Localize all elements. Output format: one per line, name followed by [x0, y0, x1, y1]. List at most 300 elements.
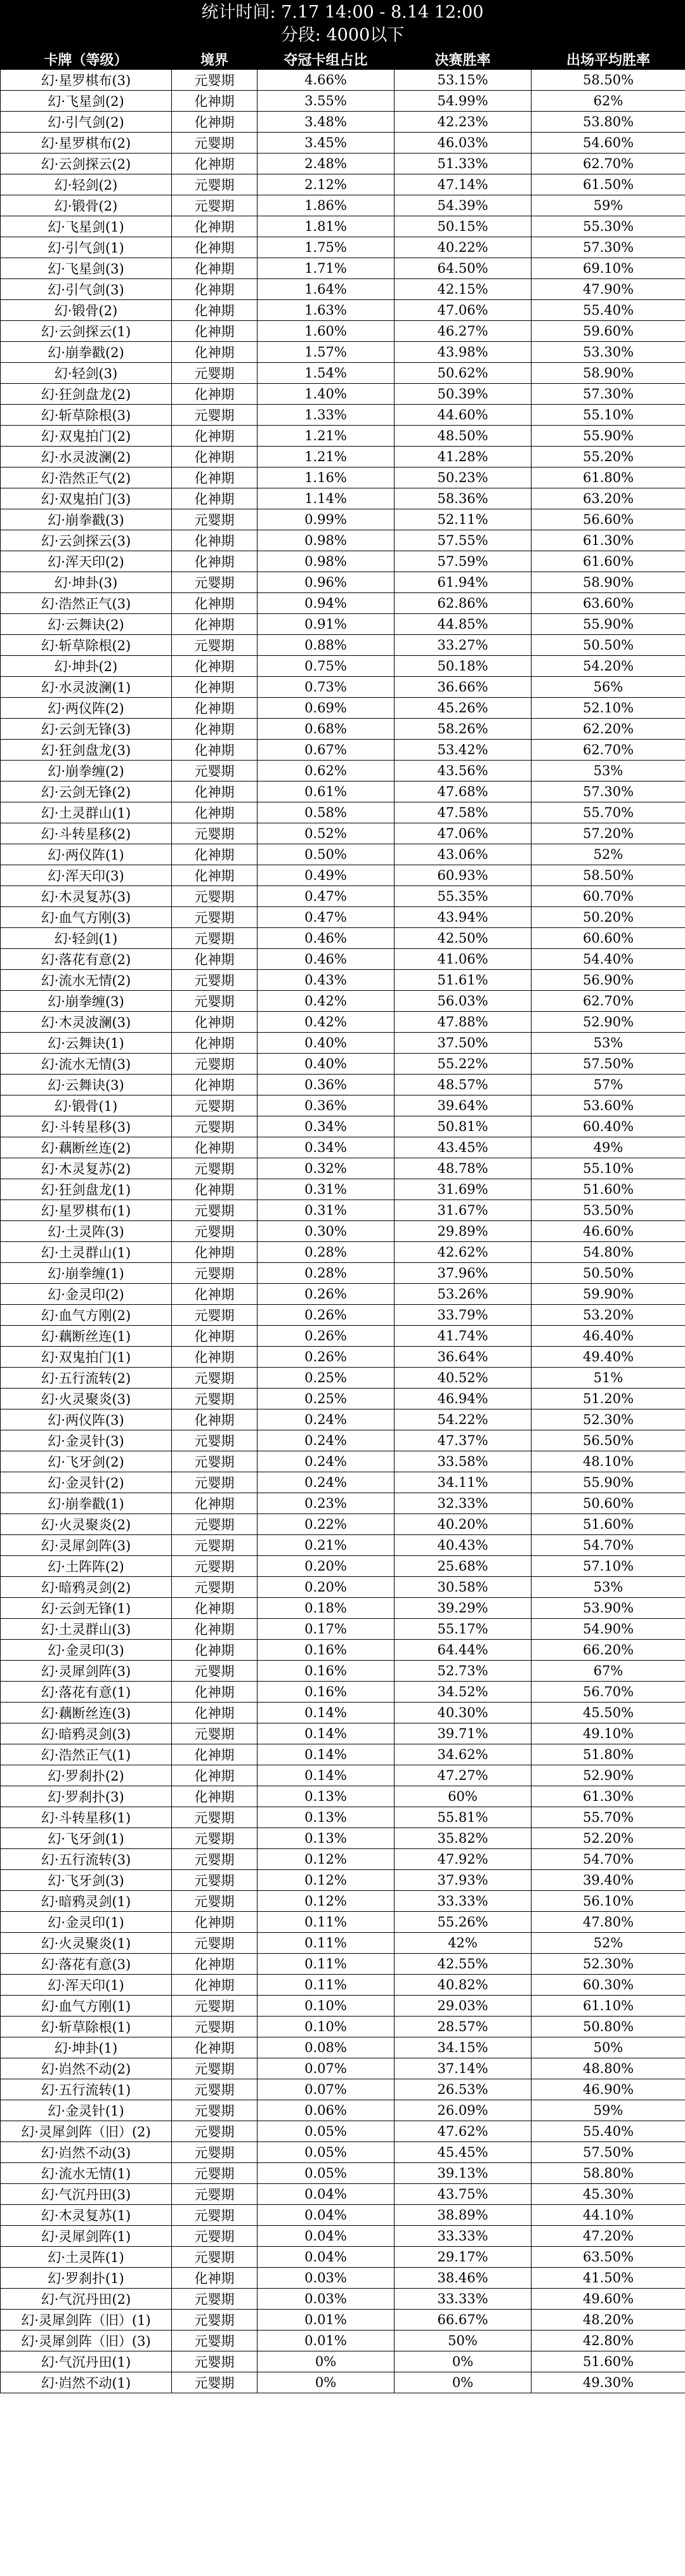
table-row	[1, 677, 685, 698]
champion-share-cell: 0.05%	[258, 2121, 395, 2142]
champion-share-cell: 0.07%	[258, 2079, 395, 2100]
champion-share-cell: 0.07%	[258, 2058, 395, 2079]
avg-winrate-cell: 56%	[532, 677, 685, 698]
final-winrate-cell: 29.03%	[395, 1996, 532, 2017]
card-name-cell: 幻·木灵波澜(3)	[1, 1012, 172, 1033]
final-winrate-cell: 52.73%	[395, 1661, 532, 1682]
champion-share-cell: 1.54%	[258, 363, 395, 384]
realm-cell: 化神期	[172, 1493, 258, 1514]
champion-share-cell: 0.47%	[258, 907, 395, 928]
realm-cell: 化神期	[172, 112, 258, 133]
champion-share-cell: 0.46%	[258, 928, 395, 949]
realm-cell: 元婴期	[172, 1368, 258, 1389]
table-row	[1, 1389, 685, 1409]
final-winrate-cell: 29.17%	[395, 2247, 532, 2268]
final-winrate-cell: 47.14%	[395, 174, 532, 195]
final-winrate-cell: 64.50%	[395, 258, 532, 279]
final-winrate-cell: 25.68%	[395, 1556, 532, 1577]
table-row	[1, 1012, 685, 1033]
avg-winrate-cell: 67%	[532, 1661, 685, 1682]
table-row	[1, 112, 685, 133]
avg-winrate-cell: 49.40%	[532, 1347, 685, 1368]
avg-winrate-cell: 53.80%	[532, 112, 685, 133]
champion-share-cell: 0.03%	[258, 2268, 395, 2289]
table-body	[1, 70, 685, 2393]
card-name-cell: 幻·土灵阵(1)	[1, 2247, 172, 2268]
table-row	[1, 1137, 685, 1158]
avg-winrate-cell: 52.90%	[532, 1012, 685, 1033]
champion-share-cell: 0.11%	[258, 1933, 395, 1954]
col-header-realm: 境界	[172, 49, 258, 70]
avg-winrate-cell: 58.50%	[532, 865, 685, 886]
champion-share-cell: 0.47%	[258, 886, 395, 907]
table-row	[1, 2268, 685, 2289]
final-winrate-cell: 54.39%	[395, 195, 532, 216]
card-name-cell: 幻·浑天印(2)	[1, 551, 172, 572]
realm-cell: 元婴期	[172, 133, 258, 154]
realm-cell: 化神期	[172, 321, 258, 342]
final-winrate-cell: 57.59%	[395, 551, 532, 572]
table-row	[1, 1786, 685, 1807]
card-name-cell: 幻·斗转星移(2)	[1, 823, 172, 844]
card-name-cell: 幻·金灵印(1)	[1, 1912, 172, 1933]
final-winrate-cell: 33.58%	[395, 1451, 532, 1472]
table-row	[1, 2310, 685, 2331]
final-winrate-cell: 42.55%	[395, 1954, 532, 1975]
card-name-cell: 幻·水灵波澜(1)	[1, 677, 172, 698]
table-row	[1, 1305, 685, 1326]
card-name-cell: 幻·浑天印(1)	[1, 1975, 172, 1996]
realm-cell: 化神期	[172, 1598, 258, 1619]
realm-cell: 化神期	[172, 781, 258, 802]
final-winrate-cell: 40.22%	[395, 237, 532, 258]
avg-winrate-cell: 62%	[532, 91, 685, 112]
realm-cell: 化神期	[172, 1033, 258, 1054]
col-header-card: 卡牌（等级）	[1, 49, 172, 70]
card-name-cell: 幻·土阵阵(2)	[1, 1556, 172, 1577]
champion-share-cell: 0.26%	[258, 1284, 395, 1305]
champion-share-cell: 0.16%	[258, 1682, 395, 1703]
table-row	[1, 2163, 685, 2184]
realm-cell: 元婴期	[172, 1200, 258, 1221]
card-name-cell: 幻·金灵针(1)	[1, 2100, 172, 2121]
realm-cell: 元婴期	[172, 1430, 258, 1451]
final-winrate-cell: 34.52%	[395, 1682, 532, 1703]
final-winrate-cell: 40.82%	[395, 1975, 532, 1996]
realm-cell: 元婴期	[172, 1535, 258, 1556]
realm-cell: 元婴期	[172, 1807, 258, 1828]
table-row	[1, 802, 685, 823]
final-winrate-cell: 47.88%	[395, 1012, 532, 1033]
avg-winrate-cell: 57.50%	[532, 1054, 685, 1075]
avg-winrate-cell: 52.20%	[532, 1828, 685, 1849]
avg-winrate-cell: 49.10%	[532, 1723, 685, 1744]
avg-winrate-cell: 52%	[532, 1933, 685, 1954]
card-name-cell: 幻·气沉丹田(2)	[1, 2289, 172, 2310]
realm-cell: 化神期	[172, 426, 258, 447]
final-winrate-cell: 41.74%	[395, 1326, 532, 1347]
avg-winrate-cell: 51.20%	[532, 1389, 685, 1409]
avg-winrate-cell: 56.70%	[532, 1682, 685, 1703]
final-winrate-cell: 57.55%	[395, 530, 532, 551]
realm-cell: 元婴期	[172, 2100, 258, 2121]
champion-share-cell: 2.48%	[258, 154, 395, 174]
realm-cell: 化神期	[172, 1619, 258, 1640]
final-winrate-cell: 44.60%	[395, 405, 532, 426]
table-row	[1, 1828, 685, 1849]
final-winrate-cell: 42.50%	[395, 928, 532, 949]
realm-cell: 元婴期	[172, 363, 258, 384]
avg-winrate-cell: 62.70%	[532, 991, 685, 1012]
table-row	[1, 928, 685, 949]
champion-share-cell: 1.71%	[258, 258, 395, 279]
card-name-cell: 幻·崩拳缠(2)	[1, 761, 172, 781]
table-row	[1, 1870, 685, 1891]
final-winrate-cell: 54.22%	[395, 1409, 532, 1430]
champion-share-cell: 0.30%	[258, 1221, 395, 1242]
final-winrate-cell: 40.20%	[395, 1514, 532, 1535]
realm-cell: 化神期	[172, 447, 258, 467]
table-row	[1, 1975, 685, 1996]
final-winrate-cell: 38.46%	[395, 2268, 532, 2289]
avg-winrate-cell: 69.10%	[532, 258, 685, 279]
realm-cell: 化神期	[172, 1242, 258, 1263]
realm-cell: 元婴期	[172, 1221, 258, 1242]
champion-share-cell: 0.11%	[258, 1975, 395, 1996]
champion-share-cell: 0.20%	[258, 1577, 395, 1598]
champion-share-cell: 0.04%	[258, 2184, 395, 2205]
realm-cell: 元婴期	[172, 2079, 258, 2100]
avg-winrate-cell: 60.70%	[532, 886, 685, 907]
champion-share-cell: 1.75%	[258, 237, 395, 258]
avg-winrate-cell: 55.40%	[532, 2121, 685, 2142]
champion-share-cell: 0.21%	[258, 1535, 395, 1556]
card-name-cell: 幻·流水无情(2)	[1, 970, 172, 991]
card-name-cell: 幻·灵犀剑阵(3)	[1, 1535, 172, 1556]
final-winrate-cell: 42%	[395, 1933, 532, 1954]
champion-share-cell: 0.10%	[258, 1996, 395, 2017]
table-row	[1, 1912, 685, 1933]
table-row	[1, 1200, 685, 1221]
champion-share-cell: 3.48%	[258, 112, 395, 133]
avg-winrate-cell: 54.20%	[532, 656, 685, 677]
champion-share-cell: 0.04%	[258, 2247, 395, 2268]
avg-winrate-cell: 63.60%	[532, 593, 685, 614]
table-row	[1, 1451, 685, 1472]
table-row	[1, 405, 685, 426]
card-name-cell: 幻·罗刹扑(2)	[1, 1765, 172, 1786]
avg-winrate-cell: 42.80%	[532, 2331, 685, 2351]
champion-share-cell: 0.11%	[258, 1912, 395, 1933]
table-row	[1, 949, 685, 970]
final-winrate-cell: 39.64%	[395, 1095, 532, 1116]
card-name-cell: 幻·灵犀剑阵（旧）(1)	[1, 2310, 172, 2331]
final-winrate-cell: 48.57%	[395, 1075, 532, 1095]
final-winrate-cell: 53.26%	[395, 1284, 532, 1305]
realm-cell: 化神期	[172, 1954, 258, 1975]
card-name-cell: 幻·土灵阵(3)	[1, 1221, 172, 1242]
table-row	[1, 1430, 685, 1451]
realm-cell: 化神期	[172, 1744, 258, 1765]
table-row	[1, 1368, 685, 1389]
final-winrate-cell: 0%	[395, 2372, 532, 2393]
realm-cell: 元婴期	[172, 991, 258, 1012]
final-winrate-cell: 42.23%	[395, 112, 532, 133]
realm-cell: 化神期	[172, 1347, 258, 1368]
realm-cell: 化神期	[172, 551, 258, 572]
champion-share-cell: 0.43%	[258, 970, 395, 991]
table-row	[1, 154, 685, 174]
final-winrate-cell: 50%	[395, 2331, 532, 2351]
table-row	[1, 195, 685, 216]
final-winrate-cell: 44.85%	[395, 614, 532, 635]
table-row	[1, 551, 685, 572]
card-name-cell: 幻·土灵群山(1)	[1, 802, 172, 823]
table-row	[1, 886, 685, 907]
card-name-cell: 幻·轻剑(1)	[1, 928, 172, 949]
card-name-cell: 幻·崩拳缠(3)	[1, 991, 172, 1012]
avg-winrate-cell: 50%	[532, 2037, 685, 2058]
final-winrate-cell: 55.17%	[395, 1619, 532, 1640]
card-name-cell: 幻·木灵复苏(2)	[1, 1158, 172, 1179]
table-row	[1, 1954, 685, 1975]
card-name-cell: 幻·金灵印(3)	[1, 1640, 172, 1661]
champion-share-cell: 0.05%	[258, 2142, 395, 2163]
table-row	[1, 1661, 685, 1682]
realm-cell: 元婴期	[172, 2372, 258, 2393]
realm-cell: 化神期	[172, 1284, 258, 1305]
champion-share-cell: 1.81%	[258, 216, 395, 237]
card-name-cell: 幻·藕断丝连(2)	[1, 1137, 172, 1158]
card-name-cell: 幻·土灵群山(3)	[1, 1619, 172, 1640]
final-winrate-cell: 45.26%	[395, 698, 532, 719]
champion-share-cell: 0.08%	[258, 2037, 395, 2058]
final-winrate-cell: 60.93%	[395, 865, 532, 886]
table-row	[1, 2058, 685, 2079]
table-row	[1, 1347, 685, 1368]
champion-share-cell: 0.23%	[258, 1493, 395, 1514]
champion-share-cell: 0.91%	[258, 614, 395, 635]
champion-share-cell: 0.68%	[258, 719, 395, 740]
realm-cell: 元婴期	[172, 195, 258, 216]
champion-share-cell: 0.75%	[258, 656, 395, 677]
champion-share-cell: 0%	[258, 2372, 395, 2393]
avg-winrate-cell: 50.20%	[532, 907, 685, 928]
avg-winrate-cell: 61.60%	[532, 551, 685, 572]
card-name-cell: 幻·火灵聚炎(3)	[1, 1389, 172, 1409]
card-name-cell: 幻·云舞诀(1)	[1, 1033, 172, 1054]
card-name-cell: 幻·岿然不动(3)	[1, 2142, 172, 2163]
final-winrate-cell: 39.29%	[395, 1598, 532, 1619]
avg-winrate-cell: 54.80%	[532, 1242, 685, 1263]
champion-share-cell: 0.26%	[258, 1347, 395, 1368]
final-winrate-cell: 37.93%	[395, 1870, 532, 1891]
realm-cell: 化神期	[172, 300, 258, 321]
card-name-cell: 幻·斩草除根(3)	[1, 405, 172, 426]
champion-share-cell: 0.01%	[258, 2310, 395, 2331]
final-winrate-cell: 47.92%	[395, 1849, 532, 1870]
champion-share-cell: 0.24%	[258, 1472, 395, 1493]
champion-share-cell: 0.16%	[258, 1640, 395, 1661]
card-name-cell: 幻·引气剑(3)	[1, 279, 172, 300]
card-name-cell: 幻·斗转星移(3)	[1, 1116, 172, 1137]
realm-cell: 化神期	[172, 1640, 258, 1661]
realm-cell: 化神期	[172, 1682, 258, 1703]
avg-winrate-cell: 41.50%	[532, 2268, 685, 2289]
champion-share-cell: 0.67%	[258, 740, 395, 761]
final-winrate-cell: 50.18%	[395, 656, 532, 677]
card-name-cell: 幻·轻剑(2)	[1, 174, 172, 195]
final-winrate-cell: 34.11%	[395, 1472, 532, 1493]
avg-winrate-cell: 58.80%	[532, 2163, 685, 2184]
avg-winrate-cell: 53%	[532, 761, 685, 781]
realm-cell: 化神期	[172, 1786, 258, 1807]
card-name-cell: 幻·浩然正气(1)	[1, 1744, 172, 1765]
champion-share-cell: 0.36%	[258, 1095, 395, 1116]
table-row	[1, 509, 685, 530]
realm-cell: 化神期	[172, 698, 258, 719]
avg-winrate-cell: 49.60%	[532, 2289, 685, 2310]
card-name-cell: 幻·藕断丝连(3)	[1, 1703, 172, 1723]
champion-share-cell: 0.12%	[258, 1870, 395, 1891]
card-name-cell: 幻·五行流转(3)	[1, 1849, 172, 1870]
realm-cell: 元婴期	[172, 405, 258, 426]
realm-cell: 元婴期	[172, 761, 258, 781]
card-name-cell: 幻·飞星剑(3)	[1, 258, 172, 279]
final-winrate-cell: 42.62%	[395, 1242, 532, 1263]
avg-winrate-cell: 49.30%	[532, 2372, 685, 2393]
realm-cell: 元婴期	[172, 2351, 258, 2372]
avg-winrate-cell: 50.80%	[532, 2017, 685, 2037]
table-row	[1, 2351, 685, 2372]
table-row	[1, 781, 685, 802]
card-name-cell: 幻·崩拳缠(1)	[1, 1263, 172, 1284]
avg-winrate-cell: 57.30%	[532, 781, 685, 802]
card-name-cell: 幻·锻骨(1)	[1, 1095, 172, 1116]
card-name-cell: 幻·崩拳戳(2)	[1, 342, 172, 363]
final-winrate-cell: 50.81%	[395, 1116, 532, 1137]
table-row	[1, 1556, 685, 1577]
card-name-cell: 幻·气沉丹田(3)	[1, 2184, 172, 2205]
final-winrate-cell: 41.28%	[395, 447, 532, 467]
champion-share-cell: 0.25%	[258, 1368, 395, 1389]
realm-cell: 元婴期	[172, 509, 258, 530]
champion-share-cell: 0.31%	[258, 1200, 395, 1221]
card-name-cell: 幻·云剑探云(1)	[1, 321, 172, 342]
final-winrate-cell: 53.15%	[395, 70, 532, 91]
card-name-cell: 幻·灵犀剑阵（旧）(3)	[1, 2331, 172, 2351]
final-winrate-cell: 33.33%	[395, 2289, 532, 2310]
table-row	[1, 2226, 685, 2247]
final-winrate-cell: 33.27%	[395, 635, 532, 656]
card-name-cell: 幻·火灵聚炎(2)	[1, 1514, 172, 1535]
final-winrate-cell: 51.61%	[395, 970, 532, 991]
avg-winrate-cell: 57.10%	[532, 1556, 685, 1577]
table-row	[1, 2247, 685, 2268]
avg-winrate-cell: 54.40%	[532, 949, 685, 970]
final-winrate-cell: 66.67%	[395, 2310, 532, 2331]
realm-cell: 化神期	[172, 656, 258, 677]
card-name-cell: 幻·锻骨(2)	[1, 195, 172, 216]
card-name-cell: 幻·云剑探云(3)	[1, 530, 172, 551]
card-name-cell: 幻·岿然不动(1)	[1, 2372, 172, 2393]
realm-cell: 元婴期	[172, 1828, 258, 1849]
table-row	[1, 635, 685, 656]
table-row	[1, 2142, 685, 2163]
realm-cell: 化神期	[172, 384, 258, 405]
table-row	[1, 300, 685, 321]
champion-share-cell: 0.42%	[258, 1012, 395, 1033]
avg-winrate-cell: 52.90%	[532, 1765, 685, 1786]
table-row	[1, 70, 685, 91]
table-row	[1, 1849, 685, 1870]
realm-cell: 化神期	[172, 1012, 258, 1033]
champion-share-cell: 0.26%	[258, 1326, 395, 1347]
champion-share-cell: 0.03%	[258, 2289, 395, 2310]
avg-winrate-cell: 54.60%	[532, 133, 685, 154]
stats-period-title: 统计时间: 7.17 14:00 - 8.14 12:00	[201, 3, 484, 22]
card-name-cell: 幻·流水无情(1)	[1, 2163, 172, 2184]
card-name-cell: 幻·落花有意(2)	[1, 949, 172, 970]
final-winrate-cell: 37.50%	[395, 1033, 532, 1054]
card-name-cell: 幻·云剑无锋(2)	[1, 781, 172, 802]
card-name-cell: 幻·血气方刚(2)	[1, 1305, 172, 1326]
realm-cell: 化神期	[172, 1765, 258, 1786]
card-name-cell: 幻·飞牙剑(1)	[1, 1828, 172, 1849]
champion-share-cell: 0.96%	[258, 572, 395, 593]
table-row	[1, 572, 685, 593]
avg-winrate-cell: 58.50%	[532, 70, 685, 91]
avg-winrate-cell: 49%	[532, 1137, 685, 1158]
champion-share-cell: 1.86%	[258, 195, 395, 216]
champion-share-cell: 0.34%	[258, 1137, 395, 1158]
realm-cell: 元婴期	[172, 2205, 258, 2226]
final-winrate-cell: 60%	[395, 1786, 532, 1807]
realm-cell: 化神期	[172, 91, 258, 112]
champion-share-cell: 0.11%	[258, 1954, 395, 1975]
realm-cell: 化神期	[172, 1409, 258, 1430]
avg-winrate-cell: 51.80%	[532, 1744, 685, 1765]
final-winrate-cell: 52.11%	[395, 509, 532, 530]
avg-winrate-cell: 47.90%	[532, 279, 685, 300]
champion-share-cell: 0.05%	[258, 2163, 395, 2184]
champion-share-cell: 0.52%	[258, 823, 395, 844]
avg-winrate-cell: 61.30%	[532, 530, 685, 551]
avg-winrate-cell: 66.20%	[532, 1640, 685, 1661]
realm-cell: 元婴期	[172, 907, 258, 928]
table-row	[1, 279, 685, 300]
final-winrate-cell: 29.89%	[395, 1221, 532, 1242]
champion-share-cell: 2.12%	[258, 174, 395, 195]
card-name-cell: 幻·狂剑盘龙(3)	[1, 740, 172, 761]
realm-cell: 化神期	[172, 216, 258, 237]
final-winrate-cell: 50.39%	[395, 384, 532, 405]
realm-cell: 元婴期	[172, 2289, 258, 2310]
card-name-cell: 幻·星罗棋布(2)	[1, 133, 172, 154]
final-winrate-cell: 45.45%	[395, 2142, 532, 2163]
card-name-cell: 幻·金灵针(2)	[1, 1472, 172, 1493]
avg-winrate-cell: 50.50%	[532, 635, 685, 656]
realm-cell: 化神期	[172, 1075, 258, 1095]
final-winrate-cell: 39.13%	[395, 2163, 532, 2184]
champion-share-cell: 0.98%	[258, 530, 395, 551]
avg-winrate-cell: 46.60%	[532, 1221, 685, 1242]
table-row	[1, 237, 685, 258]
table-row	[1, 1284, 685, 1305]
card-name-cell: 幻·落花有意(3)	[1, 1954, 172, 1975]
table-row	[1, 258, 685, 279]
final-winrate-cell: 47.68%	[395, 781, 532, 802]
